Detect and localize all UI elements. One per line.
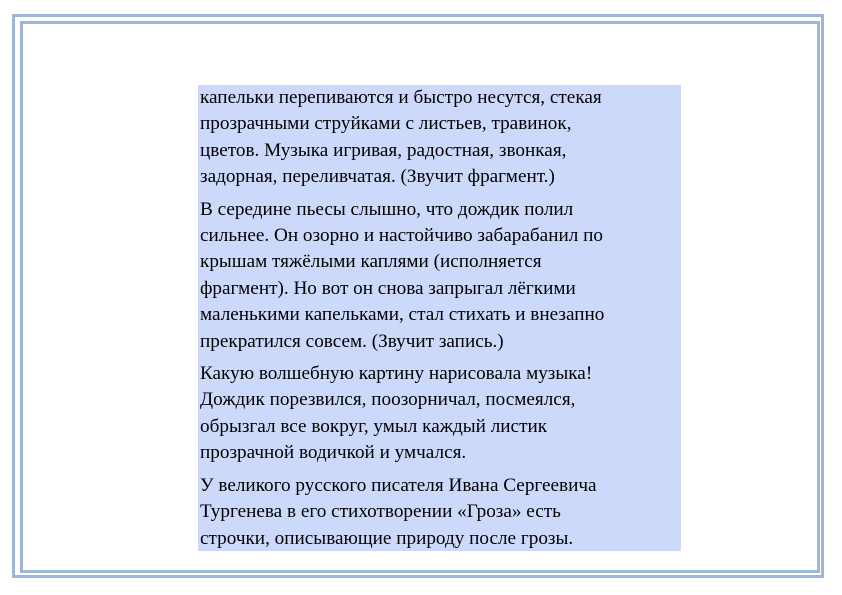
paragraph-1: капельки перепиваются и быстро несутся, стекая прозрачными струйками с листьев, травинок, цветов. Музыка игривая, радостная, звонкая, задорная, переливчатая. (Звучит фрагмент.) bbox=[200, 87, 602, 188]
paragraph-2: В середине пьесы слышно, что дождик полил сильнее. Он озорно и настойчиво забарабанил по крышам тяжёлыми каплями (исполняется фрагмент). Но вот он снова запрыгал лёгкими маленькими капельками, стал стихать и внезапно прекратился совсем. (Звучит запись.) bbox=[200, 198, 605, 352]
paragraph-3: Какую волшебную картину нарисовала музыка! Дождик порезвился, поозорничал, посмеялся, обрызгал все вокруг, умыл каждый листик прозрачной водичкой и умчался. bbox=[200, 363, 593, 464]
text-box bbox=[198, 85, 681, 551]
paragraph-4: У великого русского писателя Ивана Сергеевича Тургенева в его стихотворении «Гроза» есть строчки, описывающие природу после грозы. bbox=[200, 474, 597, 549]
